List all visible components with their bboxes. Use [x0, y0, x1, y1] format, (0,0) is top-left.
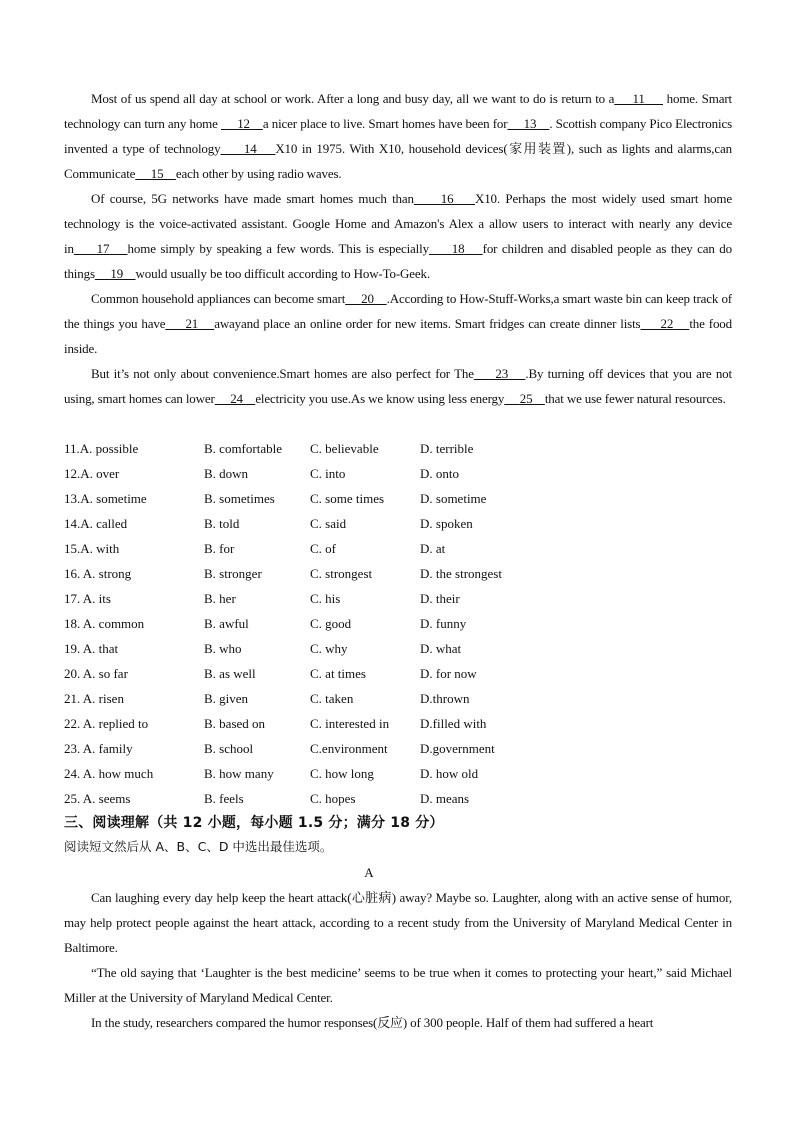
option-row-16: [64, 561, 724, 586]
option-b[interactable]: B. awful: [204, 616, 249, 631]
option-b[interactable]: B. down: [204, 466, 249, 481]
option-row-15: [64, 536, 724, 561]
option-d[interactable]: D. what: [420, 641, 462, 656]
option-c[interactable]: C. his: [310, 591, 341, 606]
option-row-22: [64, 711, 724, 736]
option-b[interactable]: B. for: [204, 541, 235, 556]
option-d[interactable]: D. terrible: [420, 441, 474, 456]
option-a[interactable]: 11.A. possible: [64, 441, 139, 456]
blank-12[interactable]: 12: [237, 116, 250, 131]
option-d[interactable]: D.government: [420, 741, 495, 756]
option-c[interactable]: C. believable: [310, 441, 379, 456]
option-row-25: [64, 786, 724, 811]
option-a[interactable]: 23. A. family: [64, 741, 133, 756]
option-b[interactable]: B. her: [204, 591, 236, 606]
option-row-18: [64, 611, 724, 636]
option-a[interactable]: 17. A. its: [64, 591, 111, 606]
option-b[interactable]: B. who: [204, 641, 242, 656]
option-b[interactable]: B. sometimes: [204, 491, 275, 506]
option-c[interactable]: C. at times: [310, 666, 366, 681]
option-row-14: [64, 511, 724, 536]
cloze-paragraph-1: Most of us spend all day at school or work. After a long and busy day, all we want to do is return to a 11 home. Smart technology can turn any home 12 a nicer place to live. Smart homes have been for 13 . Scottish company Pico Electronics invented a type of technology 14 X10 in 1975. With X10, household devices(家用装置), such as lights and alarms,can Communicate 15 each other by using radio waves.: [64, 91, 733, 181]
option-c[interactable]: C. strongest: [310, 566, 373, 581]
blank-16[interactable]: 16: [440, 191, 454, 206]
option-c[interactable]: C. said: [310, 516, 347, 531]
option-row-20: [64, 661, 724, 686]
option-a[interactable]: 25. A. seems: [64, 791, 131, 806]
blank-18[interactable]: 18: [451, 241, 465, 256]
section-title: 三、阅读理解（共 12 小题，每小题 1.5 分；满分 18 分）: [64, 815, 444, 831]
option-c[interactable]: C.environment: [310, 741, 388, 756]
option-b[interactable]: B. as well: [204, 666, 256, 681]
option-b[interactable]: B. school: [204, 741, 254, 756]
reading-paragraph-2: “The old saying that ‘Laughter is the best medicine’ seems to be true when it comes to protecting your heart,” said Michael Miller at the University of Maryland Medical Center.: [64, 965, 732, 1005]
reading-paragraph-1: Can laughing every day help keep the heart attack(心脏病) away? Maybe so. Laughter, along with an active sense of humor, may help protect people against the heart attack, according to a recent study from the University of Maryland Medical Center in Baltimore.: [64, 890, 732, 955]
option-a[interactable]: 18. A. common: [64, 616, 145, 631]
option-a[interactable]: 14.A. called: [64, 516, 128, 531]
option-b[interactable]: B. based on: [204, 716, 266, 731]
option-d[interactable]: D. the strongest: [420, 566, 502, 581]
option-c[interactable]: C. how long: [310, 766, 374, 781]
option-row-13: [64, 486, 724, 511]
blank-23[interactable]: 23: [495, 366, 509, 381]
option-c[interactable]: C. taken: [310, 691, 354, 706]
blank-24[interactable]: 24: [230, 391, 243, 406]
option-c[interactable]: C. hopes: [310, 791, 356, 806]
option-a[interactable]: 12.A. over: [64, 466, 120, 481]
option-a[interactable]: 22. A. replied to: [64, 716, 149, 731]
cloze-paragraph-4: But it’s not only about convenience.Smart homes are also perfect for The 23 .By turning off devices that you are not using, smart homes can lower 24 electricity you use.As we know using less energy 25 that we use fewer natural resources.: [64, 366, 732, 406]
option-c[interactable]: C. some times: [310, 491, 385, 506]
option-c[interactable]: C. interested in: [310, 716, 390, 731]
option-d[interactable]: D. for now: [420, 666, 477, 681]
option-row-11: [64, 436, 724, 461]
option-c[interactable]: C. of: [310, 541, 336, 556]
blank-13[interactable]: 13: [523, 116, 537, 131]
option-d[interactable]: D. their: [420, 591, 460, 606]
option-a[interactable]: 19. A. that: [64, 641, 119, 656]
option-d[interactable]: D. funny: [420, 616, 467, 631]
option-b[interactable]: B. stronger: [204, 566, 262, 581]
reading-paragraph-3: In the study, researchers compared the humor responses(反应) of 300 people. Half of them had suffered a heart: [91, 1015, 654, 1030]
section-instruction: 阅读短文然后从 A、B、C、D 中选出最佳选项。: [64, 839, 333, 854]
option-c[interactable]: C. good: [310, 616, 352, 631]
option-a[interactable]: 15.A. with: [64, 541, 120, 556]
blank-11[interactable]: 11: [632, 91, 645, 106]
option-d[interactable]: D.thrown: [420, 691, 470, 706]
passage-label: A: [364, 865, 374, 880]
blank-21[interactable]: 21: [185, 316, 199, 331]
blank-17[interactable]: 17: [96, 241, 110, 256]
option-b[interactable]: B. given: [204, 691, 249, 706]
option-d[interactable]: D. how old: [420, 766, 479, 781]
option-a[interactable]: 21. A. risen: [64, 691, 124, 706]
option-d[interactable]: D. means: [420, 791, 470, 806]
option-b[interactable]: B. how many: [204, 766, 274, 781]
blank-15[interactable]: 15: [150, 166, 164, 181]
option-a[interactable]: 16. A. strong: [64, 566, 132, 581]
option-row-12: [64, 461, 724, 486]
cloze-paragraph-3: Common household appliances can become smart 20 .According to How-Stuff-Works,a smart waste bin can keep track of the things you have 21 awayand place an online order for new items. Smart fridges can create dinner lists 22 the food inside.: [64, 291, 732, 356]
option-a[interactable]: 20. A. so far: [64, 666, 128, 681]
option-b[interactable]: B. comfortable: [204, 441, 282, 456]
option-d[interactable]: D. onto: [420, 466, 459, 481]
option-row-19: [64, 636, 724, 661]
option-c[interactable]: C. why: [310, 641, 348, 656]
option-d[interactable]: D. spoken: [420, 516, 473, 531]
option-a[interactable]: 13.A. sometime: [64, 491, 147, 506]
blank-25[interactable]: 25: [519, 391, 533, 406]
option-row-23: [64, 736, 724, 761]
option-b[interactable]: B. told: [204, 516, 240, 531]
option-b[interactable]: B. feels: [204, 791, 244, 806]
option-row-21: [64, 686, 724, 711]
option-row-24: [64, 761, 724, 786]
blank-22[interactable]: 22: [660, 316, 674, 331]
option-a[interactable]: 24. A. how much: [64, 766, 154, 781]
cloze-paragraph-2: Of course, 5G networks have made smart homes much than 16 X10. Perhaps the most widely used smart home technology is the voice-activated assistant. Google Home and Amazon's Alex a allow users to interact with nearly any device in 17 home simply by speaking a few words. This is especially 18 for children and disabled people as they can do things 19 would usually be too difficult according to How-To-Geek.: [64, 191, 732, 281]
option-d[interactable]: D. at: [420, 541, 446, 556]
blank-19[interactable]: 19: [110, 266, 124, 281]
option-d[interactable]: D.filled with: [420, 716, 487, 731]
blank-14[interactable]: 14: [243, 141, 257, 156]
option-d[interactable]: D. sometime: [420, 491, 487, 506]
option-row-17: [64, 586, 724, 611]
option-c[interactable]: C. into: [310, 466, 346, 481]
blank-20[interactable]: 20: [361, 291, 374, 306]
